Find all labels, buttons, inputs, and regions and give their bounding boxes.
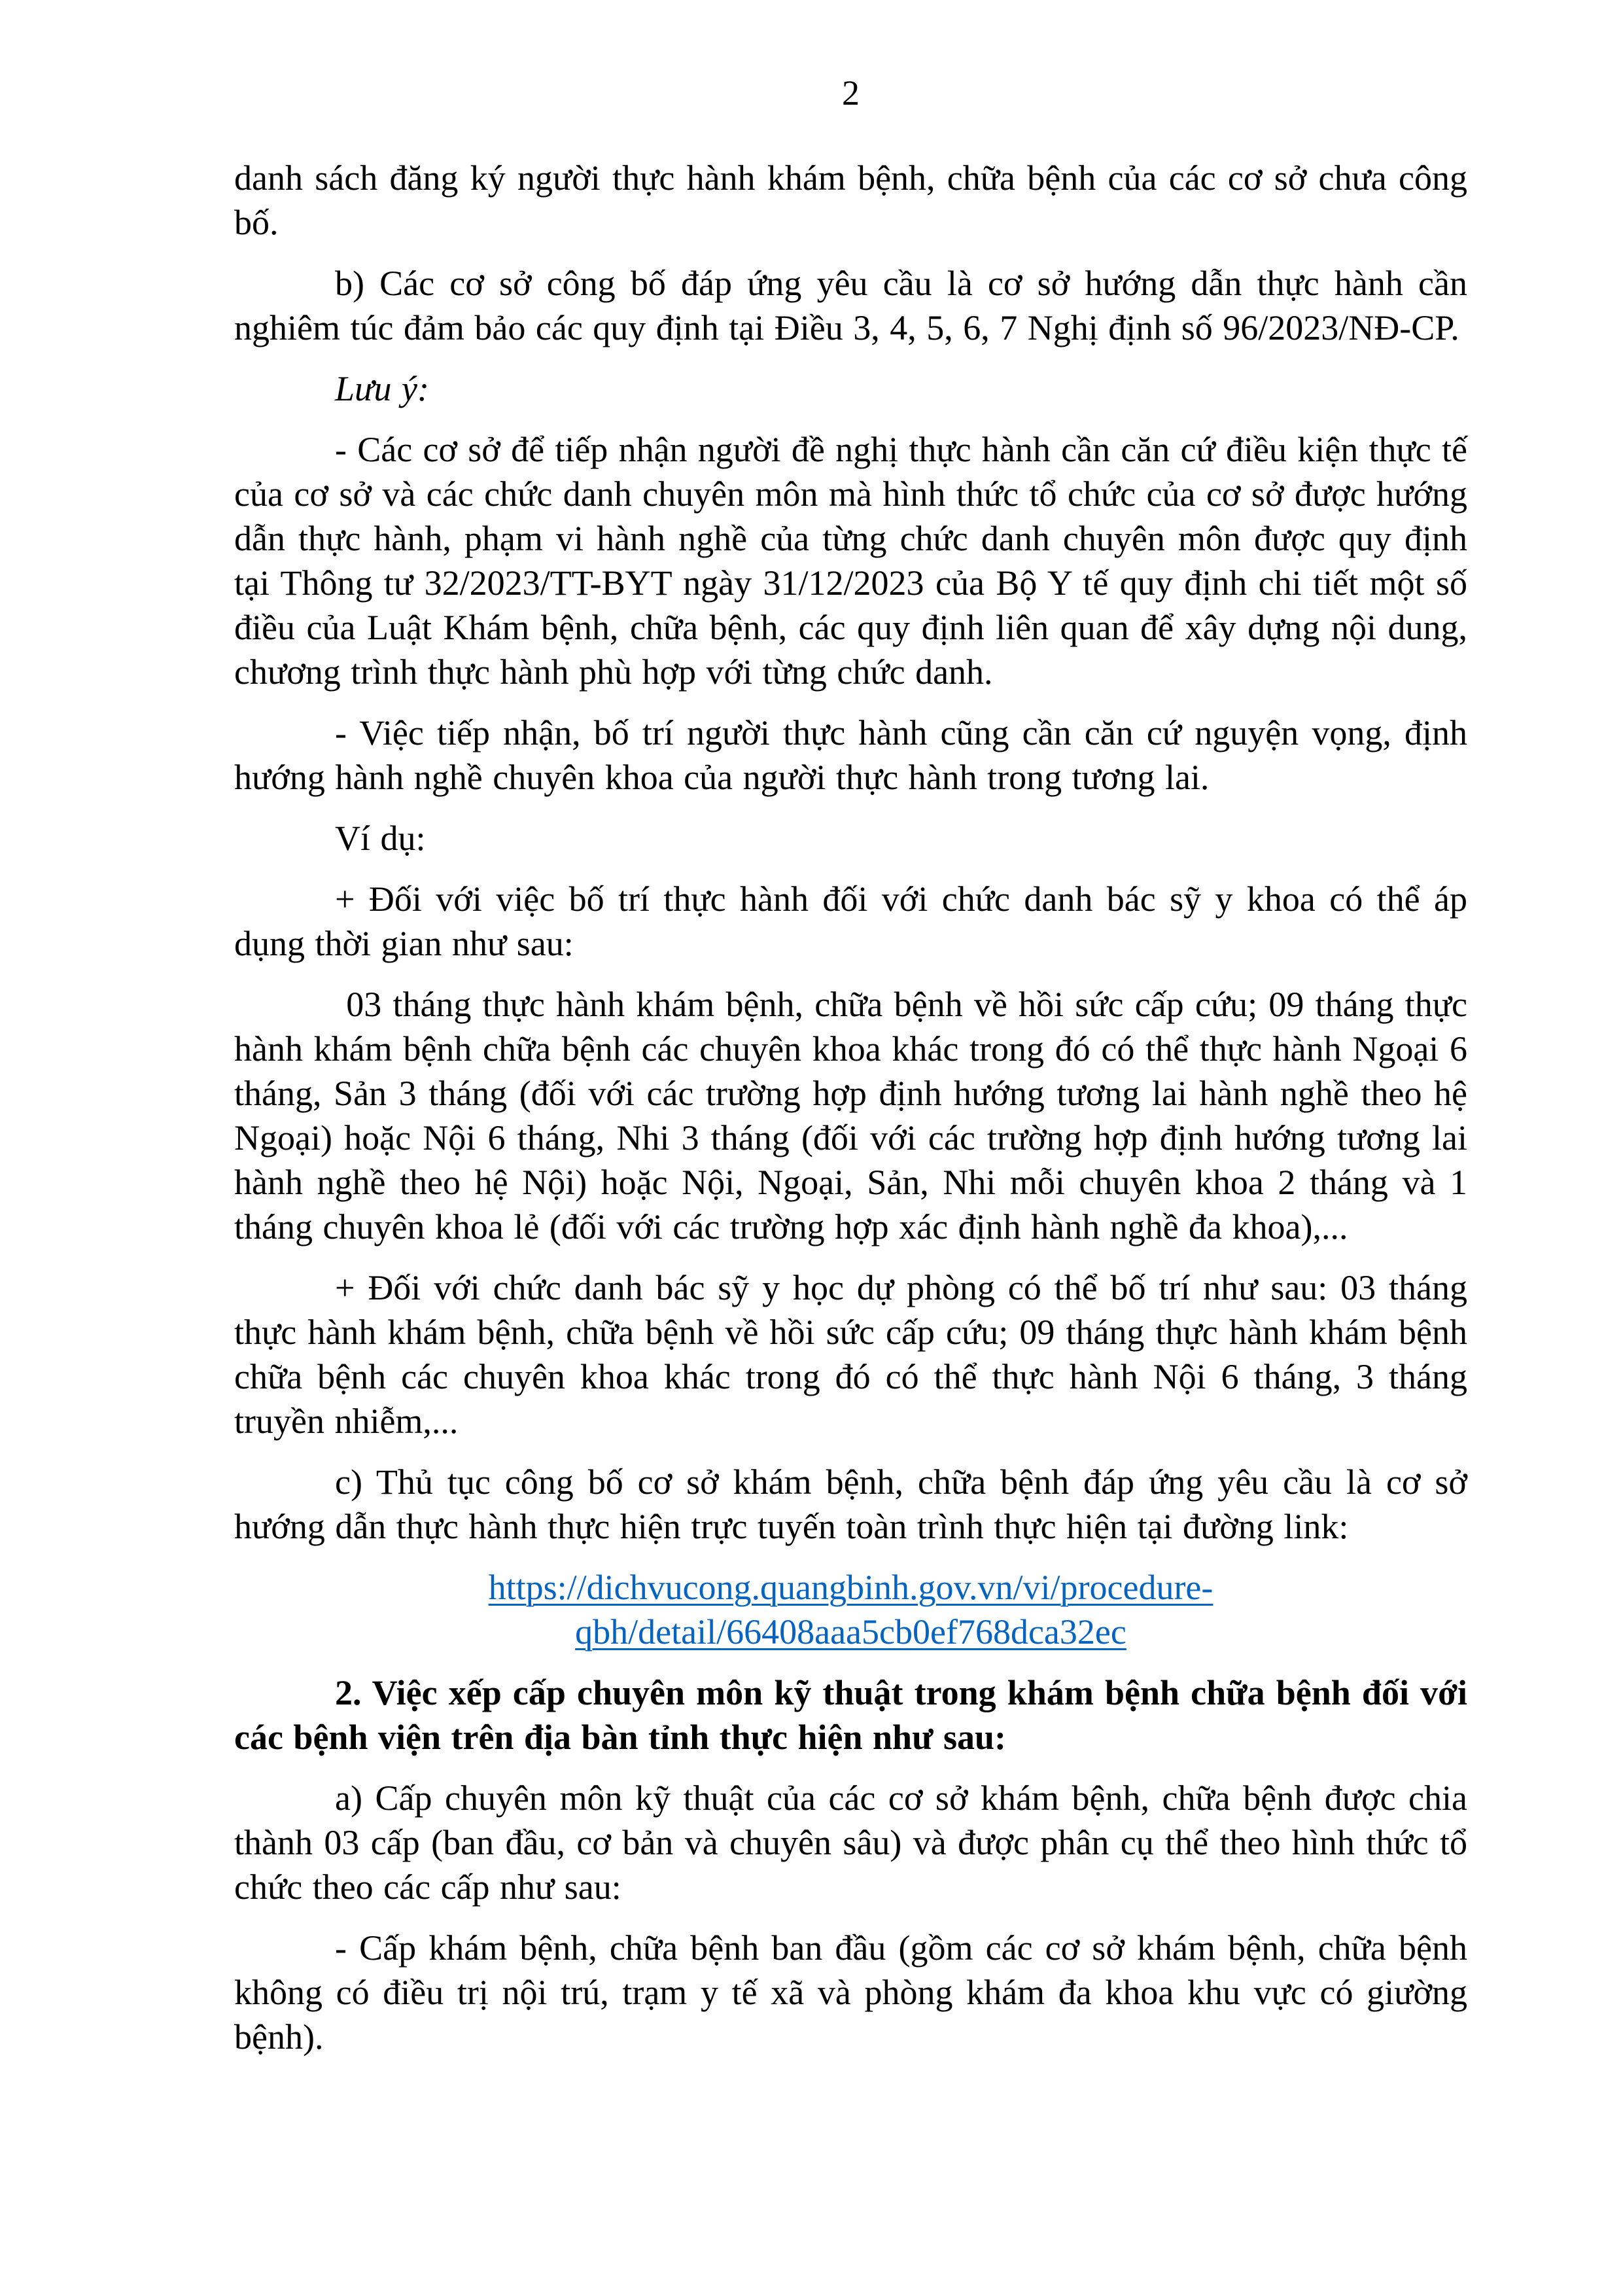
paragraph-item-c: c) Thủ tục công bố cơ sở khám bệnh, chữa bệnh đáp ứng yêu cầu là cơ sở hướng dẫn thực hành thực hiện trực tuyến toàn trình thực hiện tại đường link: <box>234 1462 1467 1546</box>
page-number: 2 <box>842 73 860 113</box>
procedure-hyperlink-line-2: qbh/detail/66408aaa5cb0ef768dca32ec <box>575 1612 1126 1651</box>
paragraph-initial-level: - Cấp khám bệnh, chữa bệnh ban đầu (gồm các cơ sở khám bệnh, chữa bệnh không có điều trị nội trú, trạm y tế xã và phòng khám đa khoa khu vực có giường bệnh). <box>234 1928 1467 2057</box>
paragraph-item-b: b) Các cơ sở công bố đáp ứng yêu cầu là cơ sở hướng dẫn thực hành cần nghiêm túc đảm bảo các quy định tại Điều 3, 4, 5, 6, 7 Nghị định số 96/2023/NĐ-CP. <box>234 264 1467 347</box>
paragraph-section-2-heading: 2. Việc xếp cấp chuyên môn kỹ thuật trong khám bệnh chữa bệnh đối với các bệnh viện trên địa bàn tỉnh thực hiện như sau: <box>234 1673 1467 1757</box>
paragraph-item-a-levels: a) Cấp chuyên môn kỹ thuật của các cơ sở khám bệnh, chữa bệnh được chia thành 03 cấp (ban đầu, cơ bản và chuyên sâu) và được phân cụ thể theo hình thức tổ chức theo các cấp như sau: <box>234 1778 1467 1907</box>
procedure-hyperlink-line-1: https://dichvucong.quangbinh.gov.vn/vi/procedure- <box>488 1568 1213 1607</box>
procedure-hyperlink[interactable] <box>489 1568 1213 1651</box>
paragraph-example-plus-1: + Đối với việc bố trí thực hành đối với chức danh bác sỹ y khoa có thể áp dụng thời gian như sau: <box>234 879 1467 963</box>
paragraph-note-dash-1: - Các cơ sở để tiếp nhận người đề nghị thực hành cần căn cứ điều kiện thực tế của cơ sở và các chức danh chuyên môn mà hình thức tổ chức của cơ sở được hướng dẫn thực hành, phạm vi hành nghề của từng chức danh chuyên môn được quy định tại Thông tư 32/2023/TT-BYT ngày 31/12/2023 của Bộ Y tế quy định chi tiết một số điều của Luật Khám bệnh, chữa bệnh, các quy định liên quan để xây dựng nội dung, chương trình thực hành phù hợp với từng chức danh. <box>234 430 1467 692</box>
paragraph-note-label: Lưu ý: <box>335 369 429 408</box>
paragraph-example-detail: 03 tháng thực hành khám bệnh, chữa bệnh về hồi sức cấp cứu; 09 tháng thực hành khám bệnh chữa bệnh các chuyên khoa khác trong đó có thể thực hành Ngoại 6 tháng, Sản 3 tháng (đối với các trường hợp định hướng tương lai hành nghề theo hệ Ngoại) hoặc Nội 6 tháng, Nhi 3 tháng (đối với các trường hợp định hướng tương lai hành nghề theo hệ Nội) hoặc Nội, Ngoại, Sản, Nhi mỗi chuyên khoa 2 tháng và 1 tháng chuyên khoa lẻ (đối với các trường hợp xác định hành nghề đa khoa),... <box>234 985 1467 1246</box>
paragraph-example-plus-2: + Đối với chức danh bác sỹ y học dự phòng có thể bố trí như sau: 03 tháng thực hành khám bệnh, chữa bệnh về hồi sức cấp cứu; 09 tháng thực hành khám bệnh chữa bệnh các chuyên khoa khác trong đó có thể thực hành Nội 6 tháng, 3 tháng truyền nhiễm,... <box>234 1268 1467 1441</box>
paragraph-example-label: Ví dụ: <box>335 819 426 858</box>
paragraph-continuation: danh sách đăng ký người thực hành khám bệnh, chữa bệnh của các cơ sở chưa công bố. <box>234 158 1467 242</box>
procedure-link-paragraph <box>234 1565 1467 1654</box>
document-body <box>234 156 1467 2075</box>
paragraph-note-dash-2: - Việc tiếp nhận, bố trí người thực hành cũng cần căn cứ nguyện vọng, định hướng hành nghề chuyên khoa của người thực hành trong tương lai. <box>234 713 1467 797</box>
